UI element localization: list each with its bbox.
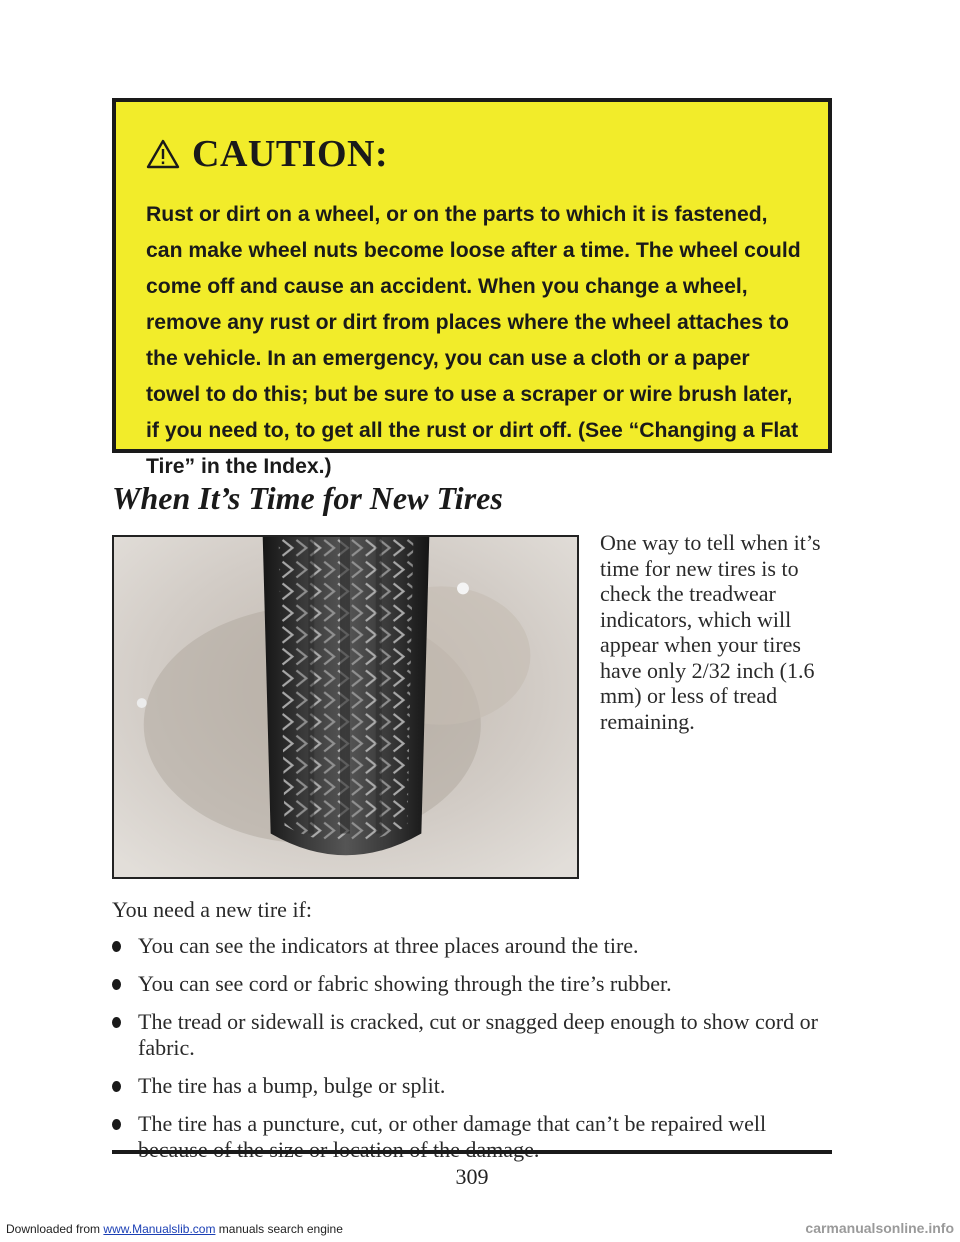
list-item (112, 1009, 832, 1061)
list-item (112, 1111, 832, 1163)
bullet-icon (112, 979, 121, 990)
section-title: When It’s Time for New Tires (112, 480, 503, 516)
list-item-text: The tire has a puncture, cut, or other damage that can’t be repaired well (138, 1111, 767, 1136)
list-item (112, 971, 832, 997)
list-item-text: You can see cord or fabric showing through the tire’s rubber. (138, 971, 672, 996)
caution-title: CAUTION: (192, 133, 389, 175)
treadwear-paragraph: One way to tell when it’s time for new tires is to check the treadwear indicators, which will appear when your tires have only 2/32 inch (1.6 mm) or less of tread remaining. (600, 530, 821, 734)
list-item (112, 933, 832, 959)
caution-header (146, 132, 388, 176)
list-intro: You need a new tire if: (112, 897, 312, 922)
warning-triangle-icon (146, 139, 180, 169)
watermark: carmanualsonline.info (805, 1220, 954, 1236)
credit-prefix: Downloaded from (6, 1222, 101, 1236)
list-item (112, 1073, 832, 1099)
footer-divider (112, 1150, 832, 1154)
bullet-icon (112, 1017, 121, 1028)
bullet-icon (112, 1081, 121, 1092)
page-number: 309 (455, 1164, 489, 1189)
tire-photo (112, 535, 579, 879)
caution-text: Rust or dirt on a wheel, or on the parts to which it is fastened, can make wheel nuts become loose after a time. The wheel could come off and cause an accident. When you change a wheel, remove any rust or dirt from places where the wheel attaches to the vehicle. In an emergency, you can use a cloth or a paper towel to do this; but be sure to use a scraper or wire brush later, if you need to, to get all the rust or dirt off. (See “Changing a Flat Tire” in the Index.) (146, 203, 801, 478)
replacement-criteria-list (112, 933, 832, 1175)
bullet-icon (112, 941, 121, 952)
list-item-text: You can see the indicators at three places around the tire. (138, 933, 639, 958)
credit-suffix: manuals search engine (218, 1222, 343, 1236)
manualslib-link[interactable]: www.Manualslib.com (103, 1222, 216, 1236)
download-credit (6, 1222, 343, 1236)
list-item-text: The tread or sidewall is cracked, cut or snagged deep enough to show cord or fabric. (138, 1009, 818, 1060)
list-item-text: The tire has a bump, bulge or split. (138, 1073, 446, 1098)
tire-image (114, 537, 577, 877)
bullet-icon (112, 1119, 121, 1130)
caution-box (112, 98, 832, 478)
